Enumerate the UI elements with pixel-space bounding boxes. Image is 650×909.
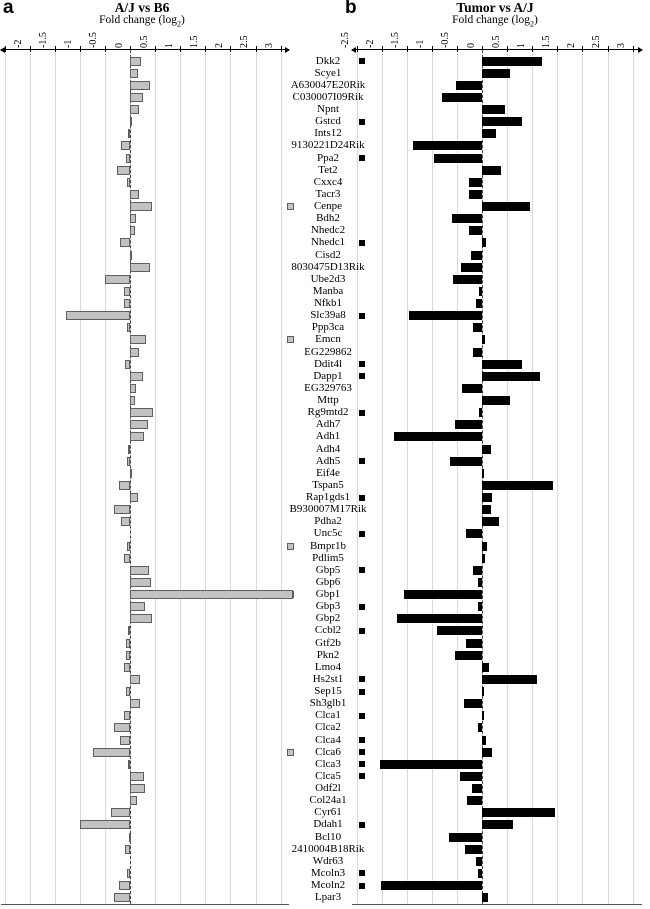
gene-label: Dkk2 (315, 54, 341, 67)
gene-label: Pdlim5 (312, 551, 344, 564)
panel-a-axis-tick-label: 2.5 (239, 35, 250, 48)
gene-marker-black-square (359, 628, 365, 634)
axis-label-close: ) (534, 14, 538, 26)
bar-b-Pdlim5 (482, 554, 485, 563)
bar-b-Sh3glb1 (464, 699, 482, 708)
bar-b-Gtf2b (466, 639, 482, 648)
panel-a-gridline (30, 50, 31, 904)
panel-a-axis-label (99, 14, 185, 28)
panel-b-axis-tick-label: 0.5 (490, 35, 502, 48)
panel-a-title: A/J vs B6 (114, 0, 170, 15)
bar-b-Clca6 (482, 748, 492, 757)
bar-b-Cenpe (482, 202, 530, 211)
gene-label: Rg9mtd2 (307, 406, 349, 419)
panel-a-gridline (205, 50, 206, 904)
gene-label: EG329763 (304, 381, 352, 394)
bar-a-Mttp (130, 396, 135, 405)
bar-a-Gtf2b (126, 639, 130, 648)
bar-b-Nhedc2 (469, 226, 482, 235)
bar-a-9130221D24Rik (121, 141, 130, 150)
panel-a-axis-tick-label: 0.5 (138, 35, 150, 48)
bar-b-Pkn2 (455, 651, 482, 660)
panel-b-gridline (407, 50, 408, 904)
bar-b-Slc39a8 (409, 311, 482, 320)
gene-marker-black-square (359, 883, 365, 889)
gene-label: Cyr61 (314, 806, 342, 819)
bar-a-Col24a1 (130, 796, 137, 805)
panel-b-gridline (382, 50, 383, 904)
bar-a-Cyr61 (111, 808, 130, 817)
bar-b-Rap1gds1 (482, 493, 492, 502)
panel-b-gridline (608, 50, 609, 904)
panel-b-axis-tick-label: -1 (415, 39, 427, 48)
bar-a-Eif4e (130, 469, 132, 478)
panel-a-axis-tick-label: 0 (113, 43, 125, 48)
gene-label: Rap1gds1 (306, 491, 350, 503)
panel-a-axis-tick-label: -0.5 (88, 32, 100, 48)
gene-marker-black-square (359, 240, 365, 246)
panel-b-axis-tick-label: -2.5 (340, 32, 351, 48)
bar-b-Wdr63 (476, 857, 482, 866)
panel-b-gridline (633, 50, 634, 904)
gene-label: Emcn (315, 333, 341, 346)
gene-label: Ccbl2 (314, 624, 342, 637)
panel-b-axis-tick-label: 3 (616, 43, 628, 48)
gene-label: Ddit4l (313, 357, 343, 370)
bar-a-B930007M17Rik (114, 505, 130, 514)
bar-a-Lmo4 (124, 663, 130, 672)
bar-a-Pkn2 (126, 651, 130, 660)
panel-a-axis-tick-label: 1.5 (188, 35, 200, 48)
bar-a-Scye1 (130, 69, 138, 78)
gene-label: Tet2 (318, 163, 338, 176)
gene-label: Bmpr1b (309, 539, 347, 552)
bar-a-Adh7 (130, 420, 148, 429)
bar-a-A630047E20Rik (130, 81, 150, 90)
bar-b-EG329763 (462, 384, 482, 393)
bar-a-Mcoln3 (127, 869, 130, 878)
bar-a-Clca3 (128, 760, 130, 769)
gene-label: Lmo4 (314, 660, 342, 673)
bar-a-Slc39a8 (66, 311, 130, 320)
gene-label: A630047E20Rik (290, 78, 366, 91)
bar-b-Gbp6 (478, 578, 482, 587)
bar-a-Mcoln2 (119, 881, 130, 890)
panel-a-gridline (105, 50, 106, 904)
gene-label: EG229862 (304, 345, 352, 358)
gene-label: Ints12 (314, 127, 342, 140)
bar-b-8030475D13Rik (461, 263, 482, 272)
gene-marker-black-square (359, 822, 365, 828)
bar-a-Clca1 (124, 711, 130, 720)
bar-a-8030475D13Rik (130, 263, 150, 272)
bar-a-C030007I09Rik (130, 93, 143, 102)
bar-b-Col24a1 (467, 796, 482, 805)
bar-b-Mcoln3 (478, 869, 482, 878)
bar-b-Cxxc4 (469, 178, 482, 187)
bar-b-Tacr3 (469, 190, 482, 199)
gene-label: Gstcd (315, 115, 341, 128)
bar-b-Clca5 (460, 772, 482, 781)
gene-marker-black-square (359, 749, 365, 755)
gene-label: Pdha2 (314, 515, 342, 528)
panel-b-axis-tick-label: 1.5 (540, 35, 552, 48)
bar-b-C030007I09Rik (442, 93, 482, 102)
panel-b-top-axis (352, 49, 642, 51)
bar-b-Rg9mtd2 (479, 408, 482, 417)
bar-b-Gbp5 (473, 566, 482, 575)
panel-b-title: Tumor vs A/J (456, 0, 534, 15)
gene-marker-black-square (359, 313, 365, 319)
gene-label: 8030475D13Rik (291, 260, 365, 273)
bar-b-Adh4 (482, 445, 491, 454)
panel-b-bottom-axis (352, 904, 642, 905)
bar-b-Dkk2 (482, 57, 542, 66)
panel-a-axis-tick-label: -1.5 (38, 32, 50, 48)
bar-a-Cxxc4 (127, 178, 130, 187)
panel-b-axis-tick-label: 0 (465, 43, 477, 48)
gene-marker-black-square (359, 689, 365, 695)
panel-b-gridline (557, 50, 558, 904)
bar-b-Clca2 (478, 723, 482, 732)
bar-b-Nhedc1 (482, 238, 486, 247)
bar-b-Pdha2 (482, 517, 499, 526)
panel-b-axis-label (452, 14, 538, 28)
gene-marker-black-square (359, 458, 365, 464)
gene-label: Bdh2 (316, 212, 340, 225)
gene-label: Clca6 (315, 745, 341, 758)
bar-b-Odf2l (472, 784, 482, 793)
bar-a-Ube2d3 (105, 275, 130, 284)
gene-label: Dapp1 (313, 369, 343, 382)
bar-a-Ddit4l (125, 360, 130, 369)
gene-marker-gray-square (287, 749, 294, 756)
panel-b-gridline (432, 50, 433, 904)
gene-label: Nhedc1 (310, 236, 346, 249)
bar-a-Clca6 (93, 748, 130, 757)
bar-a-Rg9mtd2 (130, 408, 153, 417)
axis-label-subscript: 2 (530, 19, 535, 29)
bar-b-9130221D24Rik (413, 141, 482, 150)
bar-a-Gbp3 (130, 602, 145, 611)
bar-a-Adh5 (127, 457, 130, 466)
bar-a-Ddah1 (80, 820, 130, 829)
panel-b-letter: b (345, 0, 357, 18)
gene-label: Wdr63 (312, 854, 344, 867)
bar-a-Npnt (130, 105, 139, 114)
gene-marker-black-square (359, 773, 365, 779)
bar-a-Clca2 (114, 723, 130, 732)
bar-b-Unc5c (466, 529, 482, 538)
panel-b-axis-tick-label: -2 (365, 39, 377, 48)
bar-b-Lmo4 (482, 663, 489, 672)
panel-b-gridline (457, 50, 458, 904)
gene-marker-black-square (359, 495, 365, 501)
gene-label: Clca3 (315, 757, 341, 770)
gene-label: Nfkb1 (313, 297, 343, 309)
gene-label: Cenpe (313, 200, 343, 212)
bar-b-Bdh2 (452, 214, 482, 223)
bar-a-Gbp2 (130, 614, 152, 623)
bar-b-Manba (479, 287, 482, 296)
gene-label: Unc5c (313, 527, 343, 540)
bar-b-Emcn (482, 335, 485, 344)
bar-b-2410004B18Rik (465, 845, 482, 854)
gene-marker-black-square (359, 676, 365, 682)
panel-b-axis-arrow-right (638, 47, 643, 53)
bar-b-Cyr61 (482, 808, 555, 817)
gene-label: Col24a1 (309, 794, 347, 807)
bar-a-EG229862 (130, 348, 139, 357)
panel-a-axis-arrow-right (285, 47, 290, 53)
panel-a-gridline (180, 50, 181, 904)
bar-b-Gbp2 (397, 614, 482, 623)
bar-b-Adh1 (394, 432, 482, 441)
panel-a-letter: a (3, 0, 14, 18)
bar-b-Ints12 (482, 129, 496, 138)
panel-a-gridline (55, 50, 56, 904)
gene-label: Ppp3ca (311, 321, 345, 334)
bar-a-Adh1 (130, 432, 144, 441)
panel-b-axis-tick-label: 1 (515, 43, 527, 48)
gene-label: Gbp3 (315, 600, 341, 613)
bar-a-Dapp1 (130, 372, 143, 381)
bar-b-A630047E20Rik (456, 81, 482, 90)
bar-b-Adh5 (450, 457, 482, 466)
gene-label: C030007I09Rik (292, 90, 364, 103)
gene-label: Mttp (317, 394, 339, 406)
gene-label: Lpar3 (314, 891, 342, 904)
gene-label: 2410004B18Rik (291, 842, 365, 855)
axis-label-close: ) (181, 14, 185, 26)
bar-a-Clca4 (120, 736, 130, 745)
bar-a-Clca5 (130, 772, 144, 781)
panel-a-gridline (80, 50, 81, 904)
panel-b-axis-tick-label: -1.5 (390, 32, 402, 48)
bar-a-Emcn (130, 335, 146, 344)
panel-a-gridline (5, 50, 6, 904)
panel-a-axis-tick-label: 3 (264, 43, 276, 48)
gene-label: Adh5 (315, 454, 341, 467)
bar-b-Mcoln2 (381, 881, 482, 890)
gene-marker-black-square (359, 119, 365, 125)
bar-b-Gbp1 (404, 590, 482, 599)
gene-label: Cisd2 (315, 248, 341, 261)
gene-label: Gbp6 (315, 575, 341, 588)
gene-marker-black-square (359, 713, 365, 719)
bar-b-Clca3 (380, 760, 482, 769)
bar-b-Ube2d3 (453, 275, 482, 284)
gene-label: Scye1 (314, 66, 342, 79)
bar-a-Rap1gds1 (130, 493, 138, 502)
bar-b-Gbp3 (478, 602, 482, 611)
bar-a-2410004B18Rik (125, 845, 130, 854)
bar-b-Scye1 (482, 69, 510, 78)
gene-marker-black-square (359, 58, 365, 64)
gene-label: Adh4 (315, 442, 341, 455)
bar-a-Tacr3 (130, 190, 139, 199)
panel-a-axis-tick-label: -1 (63, 39, 75, 48)
bar-b-Ppp3ca (473, 323, 482, 332)
gene-label: Npnt (317, 103, 339, 115)
gene-label: Mcoln2 (310, 879, 346, 891)
gene-label: Manba (312, 284, 344, 297)
gene-label: Sep15 (314, 685, 342, 697)
gene-label: Bcl10 (314, 830, 342, 843)
gene-label: Gbp1 (315, 588, 341, 600)
panel-b-axis-tick-label: 2.5 (591, 35, 602, 48)
bar-a-Gbp1 (130, 590, 293, 599)
bar-b-Ccbl2 (437, 626, 482, 635)
bar-b-Clca1 (482, 711, 484, 720)
gene-label: Gbp5 (315, 563, 341, 576)
bar-a-Nhedc1 (120, 238, 130, 247)
panel-a-gridline (256, 50, 257, 904)
panel-a-bottom-axis (1, 904, 289, 905)
bar-a-Dkk2 (130, 57, 141, 66)
bar-a-Ppp3ca (127, 323, 130, 332)
gene-label: B930007M17Rik (289, 503, 367, 516)
gene-label: Hs2st1 (312, 672, 344, 685)
panel-b-axis-arrow-left (351, 47, 356, 53)
gene-marker-black-square (359, 361, 365, 367)
gene-marker-black-square (359, 373, 365, 379)
bar-a-Nfkb1 (124, 299, 130, 308)
bar-a-Gstcd (130, 117, 132, 126)
gene-marker-black-square (359, 531, 365, 537)
gene-marker-gray-square (287, 203, 294, 210)
bar-b-Bcl10 (449, 833, 482, 842)
gene-label: Adh7 (315, 418, 341, 431)
bar-b-Eif4e (482, 469, 484, 478)
bar-a-Cenpe (130, 202, 152, 211)
bar-b-Tspan5 (482, 481, 553, 490)
bar-a-Pdlim5 (124, 554, 130, 563)
panel-a-axis-arrow-left (0, 47, 5, 53)
bar-b-Dapp1 (482, 372, 540, 381)
gene-label: Pkn2 (316, 648, 340, 661)
bar-b-Mttp (482, 396, 510, 405)
gene-marker-black-square (359, 870, 365, 876)
bar-a-Pdha2 (121, 517, 130, 526)
gene-label: Clca1 (315, 709, 341, 722)
panel-a-axis-tick-label: 1 (163, 43, 175, 48)
bar-a-Gbp6 (130, 578, 151, 587)
gene-label: 9130221D24Rik (291, 139, 365, 152)
bar-a-Hs2st1 (130, 675, 140, 684)
gene-label: Nhedc2 (310, 224, 346, 237)
bar-a-Bdh2 (130, 214, 136, 223)
bar-b-Ddah1 (482, 820, 513, 829)
axis-label-text: Fold change (log (99, 14, 178, 26)
bar-a-Gbp5 (130, 566, 149, 575)
gene-label: Gbp2 (315, 612, 341, 625)
bar-a-Cisd2 (130, 251, 132, 260)
bar-a-Odf2l (130, 784, 145, 793)
bar-a-Tet2 (117, 166, 130, 175)
panel-a-gridline (155, 50, 156, 904)
bar-a-Manba (124, 287, 130, 296)
bar-a-Ppa2 (126, 154, 130, 163)
panel-b-axis-tick-label: 2 (565, 43, 577, 48)
bar-b-Npnt (482, 105, 505, 114)
bar-b-Hs2st1 (482, 675, 537, 684)
gene-label: Cxxc4 (313, 175, 343, 188)
bar-a-Ints12 (128, 129, 130, 138)
bar-b-Clca4 (482, 736, 486, 745)
bar-b-EG229862 (473, 348, 482, 357)
gene-marker-black-square (359, 604, 365, 610)
gene-label: Adh1 (315, 430, 341, 443)
gene-label: Slc39a8 (310, 309, 346, 322)
bar-a-Lpar3 (114, 893, 130, 902)
gene-marker-gray-square (287, 336, 294, 343)
bar-a-Nhedc2 (130, 226, 135, 235)
bar-a-Ccbl2 (128, 626, 130, 635)
gene-label: Clca2 (315, 721, 341, 734)
gene-label: Mcoln3 (310, 866, 346, 879)
gene-marker-black-square (359, 155, 365, 161)
bar-a-Sh3glb1 (130, 699, 140, 708)
gene-label: Tacr3 (315, 187, 341, 200)
gene-label: Sh3glb1 (309, 697, 347, 710)
gene-label: Clca5 (315, 769, 341, 782)
bar-b-Sep15 (482, 687, 484, 696)
bar-a-Bmpr1b (127, 542, 130, 551)
bar-b-Bmpr1b (482, 542, 487, 551)
bar-b-B930007M17Rik (482, 505, 491, 514)
gene-label: Clca4 (315, 733, 341, 746)
axis-label-text: Fold change (log (452, 14, 531, 26)
bar-b-Lpar3 (482, 893, 488, 902)
bar-b-Gstcd (482, 117, 522, 126)
bar-b-Tet2 (482, 166, 501, 175)
bar-a-Adh4 (128, 445, 130, 454)
gene-marker-black-square (359, 737, 365, 743)
gene-label: Odf2l (315, 782, 341, 794)
gene-marker-black-square (359, 410, 365, 416)
gene-marker-gray-square (287, 543, 294, 550)
panel-b-gridline (582, 50, 583, 904)
bar-b-Nfkb1 (476, 299, 482, 308)
gene-marker-black-square (359, 567, 365, 573)
gene-label: Eif4e (316, 466, 340, 479)
bar-b-Ppa2 (434, 154, 482, 163)
panel-a-axis-tick-label: 2 (213, 43, 225, 48)
bar-a-Bcl10 (129, 833, 131, 842)
bar-b-Ddit4l (482, 360, 522, 369)
gene-marker-black-square (359, 761, 365, 767)
bar-b-Cisd2 (471, 251, 482, 260)
gene-label: Gtf2b (315, 636, 341, 649)
panel-a-gridline (230, 50, 231, 904)
bar-a-Sep15 (126, 687, 130, 696)
axis-label-subscript: 2 (177, 19, 182, 29)
bar-b-Adh7 (455, 420, 482, 429)
gene-label: Tspan5 (312, 478, 344, 491)
gene-label: Ube2d3 (310, 272, 346, 285)
gene-label: Ppa2 (317, 151, 339, 164)
bar-a-Tspan5 (119, 481, 130, 490)
panel-a-axis-tick-label: -2 (13, 39, 25, 48)
panel-b-gridline (532, 50, 533, 904)
gene-label: Ddah1 (313, 818, 343, 831)
bar-a-EG329763 (130, 384, 136, 393)
panel-a-top-axis (1, 49, 289, 51)
panel-b-axis-tick-label: -0.5 (440, 32, 452, 48)
panel-b-gridline (507, 50, 508, 904)
